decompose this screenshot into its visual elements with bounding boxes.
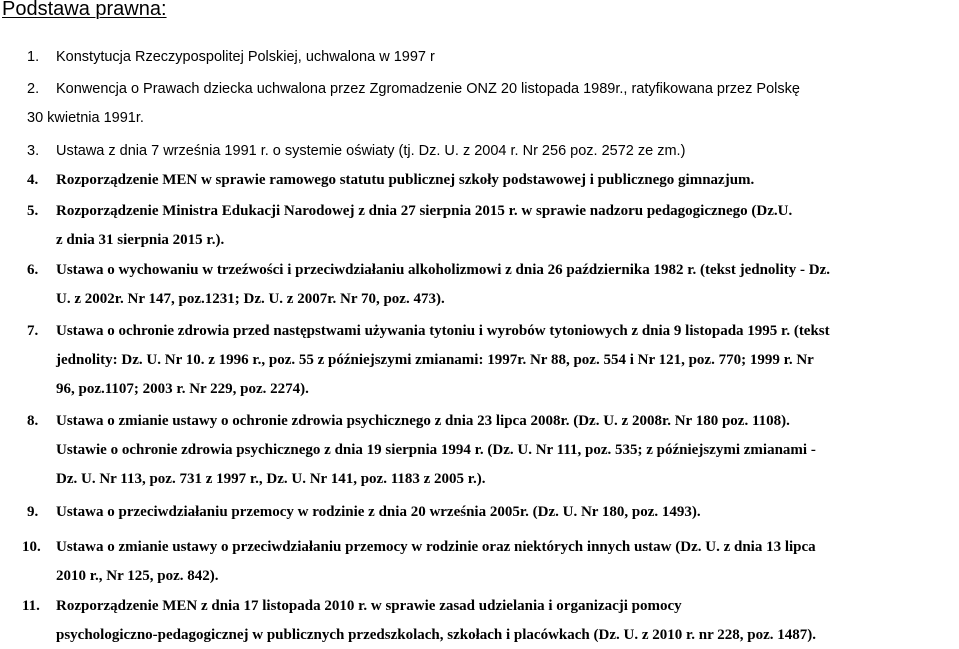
page-heading: Podstawa prawna:	[2, 0, 167, 20]
item-text: Ustawa o przeciwdziałaniu przemocy w rodzinie z dnia 20 września 2005r. (Dz. U. Nr 180, poz. 1493).	[56, 504, 701, 520]
item-text: z dnia 31 sierpnia 2015 r.).	[56, 232, 225, 248]
item-text: Rozporządzenie MEN z dnia 17 listopada 2010 r. w sprawie zasad udzielania i organizacji pomocy	[56, 598, 682, 614]
item-number: 2.	[27, 81, 40, 97]
item-text: Konstytucja Rzeczypospolitej Polskiej, uchwalona w 1997 r	[56, 49, 435, 65]
item-text: psychologiczno-pedagogicznej w publicznych przedszkolach, szkołach i placówkach (Dz. U. z 2010 r. nr 228, poz. 1487).	[56, 627, 816, 643]
item-number: 5.	[27, 203, 39, 219]
item-number: 4.	[27, 172, 39, 188]
item-text: 2010 r., Nr 125, poz. 842).	[56, 568, 219, 584]
item-text: Dz. U. Nr 113, poz. 731 z 1997 r., Dz. U. Nr 141, poz. 1183 z 2005 r.).	[56, 471, 486, 487]
item-number: 1.	[27, 49, 40, 65]
item-text: jednolity: Dz. U. Nr 10. z 1996 r., poz. 55 z późniejszymi zmianami: 1997r. Nr 88, poz. 554 i Nr 121, poz. 770; 1999 r. Nr	[56, 352, 814, 368]
item-number: 7.	[27, 323, 39, 339]
item-text: Ustawa o zmianie ustawy o ochronie zdrowia psychicznego z dnia 23 lipca 2008r. (Dz. U. z 2008r. Nr 180 poz. 1108).	[56, 413, 790, 429]
item-text: 96, poz.1107; 2003 r. Nr 229, poz. 2274).	[56, 381, 309, 397]
item-text: Ustawa o zmianie ustawy o przeciwdziałaniu przemocy w rodzinie oraz niektórych innych ustaw (Dz. U. z dnia 13 lipca	[56, 539, 816, 555]
item-number: 11.	[22, 598, 40, 614]
item-text: U. z 2002r. Nr 147, poz.1231; Dz. U. z 2007r. Nr 70, poz. 473).	[56, 291, 445, 307]
item-text: Konwencja o Prawach dziecka uchwalona przez Zgromadzenie ONZ 20 listopada 1989r., ratyfikowana przez Polskę	[56, 81, 800, 97]
item-number: 3.	[27, 143, 40, 159]
item-number: 8.	[27, 413, 39, 429]
item-text: 30 kwietnia 1991r.	[27, 110, 144, 126]
item-text: Ustawa o wychowaniu w trzeźwości i przeciwdziałaniu alkoholizmowi z dnia 26 października 1982 r. (tekst jednolity - Dz.	[56, 262, 830, 278]
item-number: 10.	[22, 539, 41, 555]
item-text: Ustawa z dnia 7 września 1991 r. o systemie oświaty (tj. Dz. U. z 2004 r. Nr 256 poz. 2572 ze zm.)	[56, 143, 686, 159]
item-number: 6.	[27, 262, 39, 278]
item-text: Ustawie o ochronie zdrowia psychicznego z dnia 19 sierpnia 1994 r. (Dz. U. Nr 111, poz. 535; z późniejszymi zmianami -	[56, 442, 816, 458]
item-number: 9.	[27, 504, 39, 520]
item-text: Rozporządzenie Ministra Edukacji Narodowej z dnia 27 sierpnia 2015 r. w sprawie nadzoru pedagogicznego (Dz.U.	[56, 203, 793, 219]
item-text: Ustawa o ochronie zdrowia przed następstwami używania tytoniu i wyrobów tytoniowych z dnia 9 listopada 1995 r. (tekst	[56, 323, 830, 339]
item-text: Rozporządzenie MEN w sprawie ramowego statutu publicznej szkoły podstawowej i publicznego gimnazjum.	[56, 172, 755, 188]
